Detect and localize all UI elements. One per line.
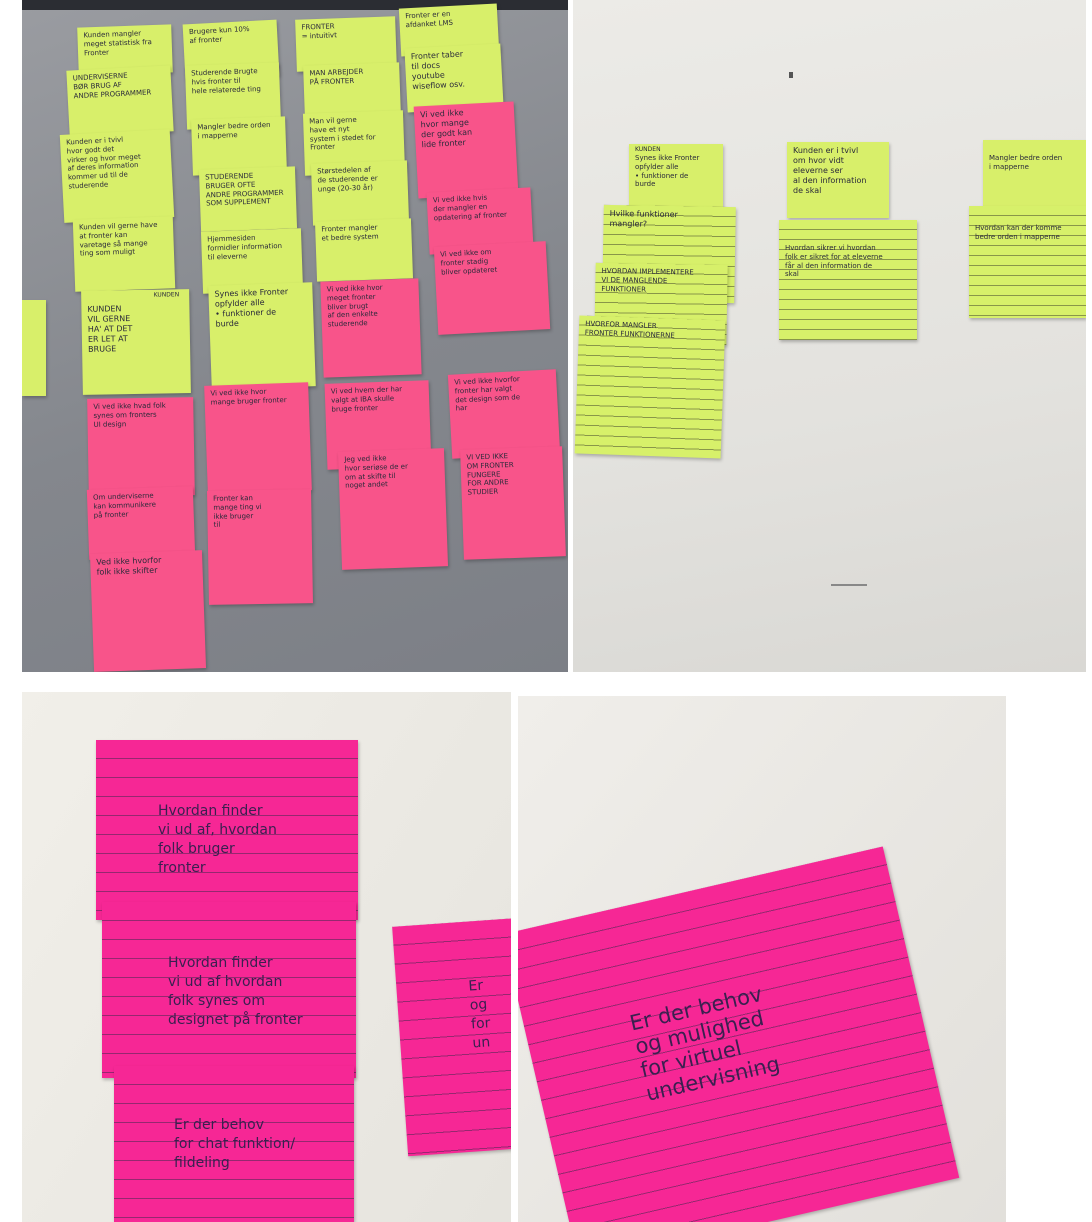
sticky-note: Mangler bedre orden i mapperne <box>191 116 287 175</box>
sticky-note-lined: Hvordan kan der komme bedre orden i mapperne <box>969 206 1086 318</box>
sticky-note: KUNDEN KUNDEN VIL GERNE HA' AT DET ER LET AT BRUGE <box>81 289 191 395</box>
sticky-note: Jeg ved ikke hvor seriøse de er om at skifte til noget andet <box>338 448 448 570</box>
sticky-note: Man vil gerne have et nyt system i stedet for Fronter <box>303 110 405 175</box>
sticky-note-lined: HVORFOR MANGLER FRONTER FUNKTIONERNE <box>575 315 726 458</box>
sticky-note: Størstedelen af de studerende er unge (20-30 år) <box>311 160 409 225</box>
sticky-note: Vi ved ikke hvor mange bruger fronter <box>204 382 312 494</box>
sticky-note: Vi ved ikke om fronter stadig bliver opdateret <box>434 241 550 335</box>
sticky-note: Fronter kan mange ting vi ikke bruger til <box>207 489 313 605</box>
sticky-note: Ved ikke hvorfor folk ikke skifter <box>90 550 206 672</box>
note-corner-label: KUNDEN <box>635 146 661 153</box>
sticky-note: Studerende Brugte hvis fronter til hele relaterede ting <box>185 62 281 129</box>
sticky-note: Synes ikke Fronter opfylder alle • funktioner de burde <box>208 282 316 390</box>
sticky-note: Vi ved ikke hvorfor fronter har valgt det design som de har <box>448 369 560 459</box>
sticky-note: Vi ved ikke hvor meget fronter bliver brugt af den enkelte studerende <box>320 278 421 377</box>
sticky-note: UNDERVISERNE BØR BRUG AF ANDRE PROGRAMMER <box>66 65 173 136</box>
sticky-note: STUDERENDE BRUGER OFTE ANDRE PROGRAMMER SOM SUPPLEMENT <box>199 166 297 231</box>
sticky-note: Kunden mangler meget statistisk fra Fronter <box>77 24 173 75</box>
sticky-note-lined: Hvordan sikrer vi hvordan folk er sikret for at eleverne får al den information de skal <box>779 220 917 340</box>
sticky-note: Kunden vil gerne have at fronter kan varetage så mange ting som muligt <box>73 216 175 291</box>
board-mark <box>789 72 793 78</box>
sticky-note: Kunden er i tvivl om hvor vidt eleverne ser al den information de skal <box>787 142 889 218</box>
sticky-note-lined: Er der behov og mulighed for virtuel undervisning <box>518 846 959 1222</box>
sticky-note: Mangler bedre orden i mapperne <box>983 140 1086 210</box>
sticky-note: KUNDEN Synes ikke Fronter opfylder alle • funktioner de burde <box>629 144 723 210</box>
sticky-note-lined: Hvordan finder vi ud af hvordan folk synes om designet på fronter <box>102 902 356 1078</box>
photo-single-magenta-note <box>518 696 1006 1222</box>
sticky-note: Fronter er en afdanket LMS <box>399 3 499 56</box>
sticky-note: Vi ved ikke hvor mange der godt kan lide fronter <box>414 101 519 198</box>
sticky-note: Vi ved ikke hvis der mangler en opdatering af fronter <box>426 187 533 254</box>
sticky-note: MAN ARBEJDER PÅ FRONTER <box>303 62 401 117</box>
sticky-note: Vi ved ikke hvad folk synes om fronters UI design <box>87 397 195 497</box>
photo-magenta-notes-stack <box>22 692 511 1222</box>
sticky-note: Brugere kun 10% af fronter <box>183 20 280 81</box>
note-corner-label: KUNDEN <box>153 291 180 299</box>
sticky-note-partial: Er og for un <box>392 918 511 1157</box>
sticky-note-lined: Hvilke funktioner mangler? <box>602 205 736 303</box>
board-mark <box>831 584 867 586</box>
sticky-note-lined: HVORDAN IMPLEMENTERE VI DE MANGLENDE FUNKTIONER <box>594 263 727 345</box>
sticky-note: Hjemmesiden formidler information til eleverne <box>201 228 303 293</box>
sticky-note: VI VED IKKE OM FRONTER FUNGERE FOR ANDRE STUDIER <box>460 446 566 559</box>
partial-yellow-note <box>22 300 46 396</box>
sticky-note: Vi ved hvem der har valgt at IBA skulle bruge fronter <box>325 380 432 470</box>
photo-sticky-notes-board <box>22 0 568 672</box>
sticky-note: FRONTER = intuitivt <box>295 16 397 71</box>
sticky-note: Fronter mangler et bedre system <box>315 218 413 281</box>
sticky-note-lined: Hvordan finder vi ud af, hvordan folk bruger fronter <box>96 740 358 920</box>
photo-whiteboard-notes <box>573 0 1086 672</box>
sticky-note: Om underviserne kan kommunikere på fronter <box>87 486 195 560</box>
sticky-note-lined: Er der behov for chat funktion/ fildeling <box>114 1066 354 1222</box>
sticky-note: Kunden er i tvivl hvor godt det virker og hvor meget af deres information kommer ud til de studerende <box>60 129 174 223</box>
sticky-note: Fronter taber til docs youtube wiseflow osv. <box>404 44 503 113</box>
